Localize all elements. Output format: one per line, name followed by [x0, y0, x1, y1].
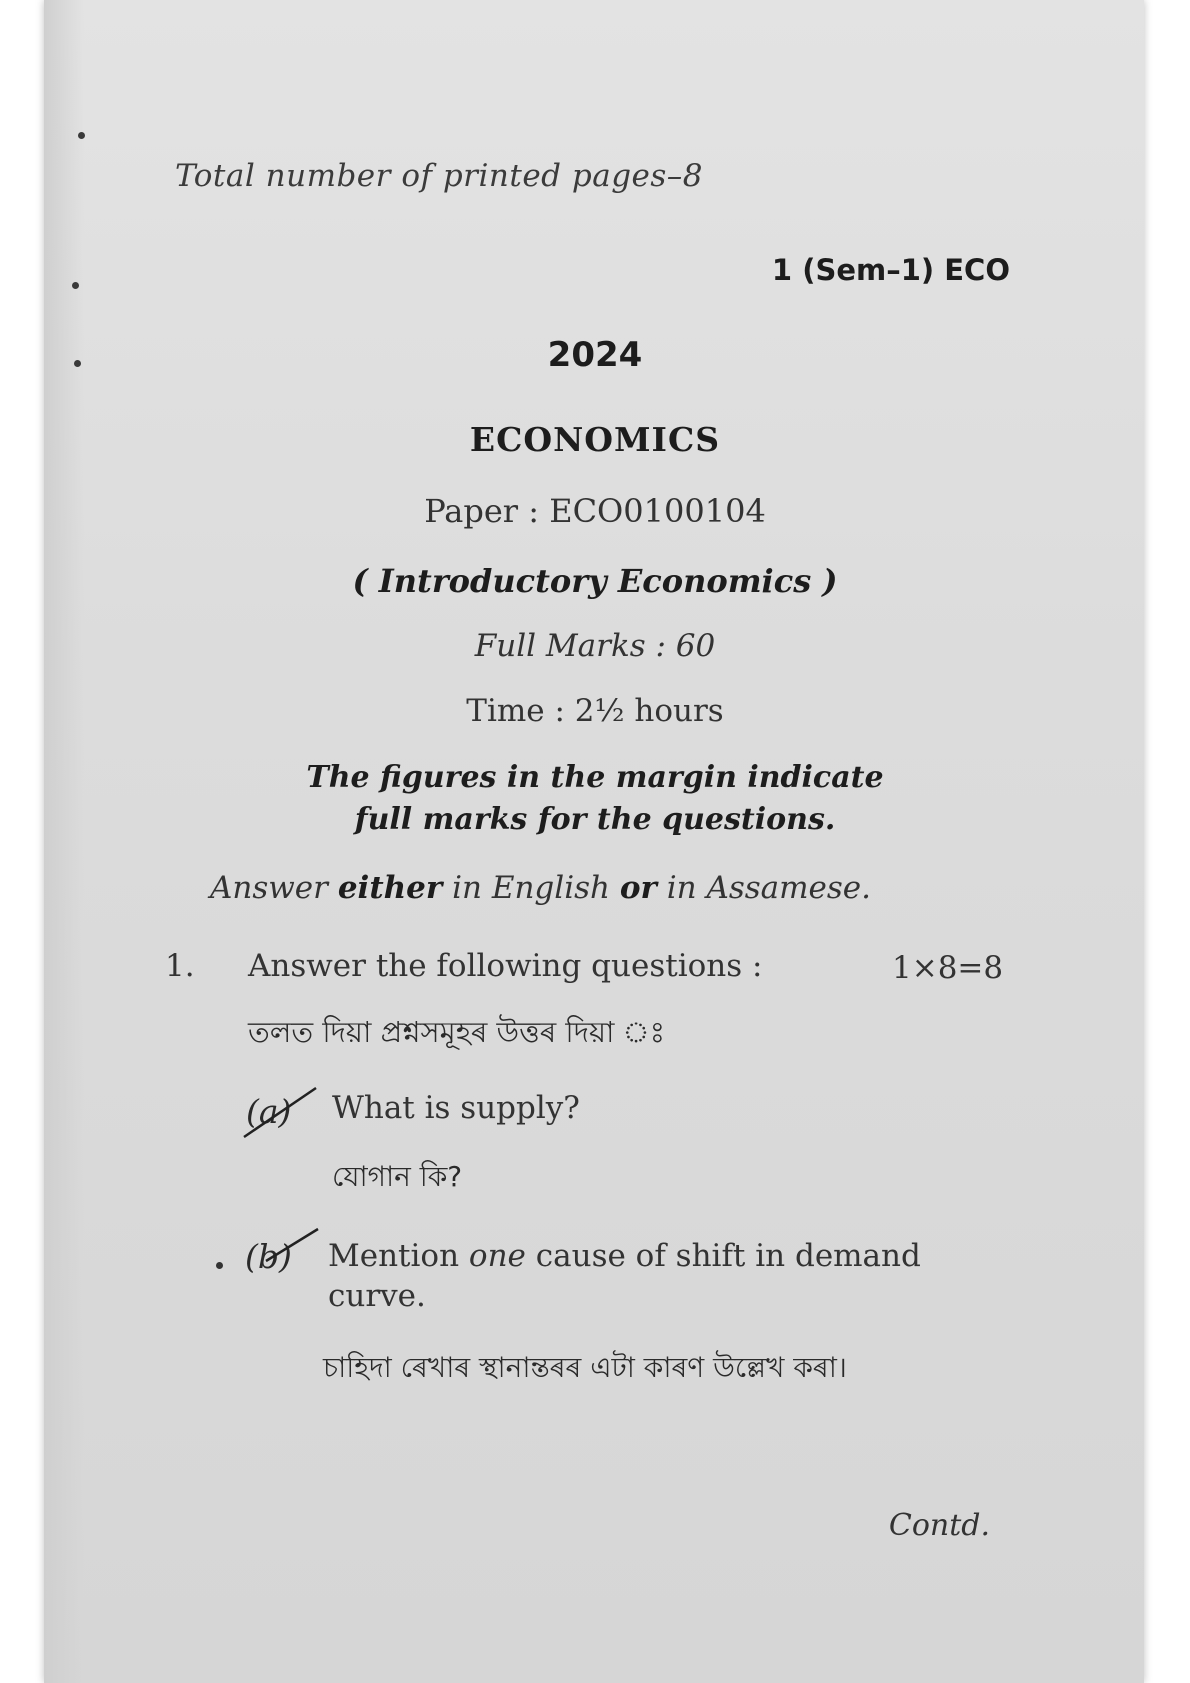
part-a-question: What is supply?	[332, 1090, 580, 1126]
part-a-label: (a)	[246, 1092, 292, 1131]
question-number: 1.	[165, 948, 195, 984]
pen-tick-mark-b	[262, 1225, 322, 1265]
question-text: Answer the following questions :	[248, 948, 763, 984]
margin-instruction-text: The figures in the margin indicate full marks for the questions.	[306, 760, 884, 837]
paper-subtitle: ( Introductory Economics )	[352, 562, 838, 600]
binding-hole	[72, 282, 79, 289]
pen-tick-mark-a	[240, 1082, 320, 1142]
question-text-assamese: তলত দিয়া প্ৰশ্নসমূহৰ উত্তৰ দিয়া ঃ	[248, 1015, 666, 1049]
paper-code: 1 (Sem–1) ECO	[771, 253, 1010, 287]
question-marks: 1×8=8	[892, 950, 1004, 986]
pen-dot	[216, 1262, 223, 1269]
time-allowed: Time : 2½ hours	[466, 693, 724, 729]
full-marks: Full Marks : 60	[474, 628, 716, 664]
continued-note: Contd.	[888, 1508, 990, 1543]
binding-hole	[78, 132, 85, 139]
part-b-question	[328, 1236, 1008, 1316]
exam-year: 2024	[547, 335, 643, 375]
subject-title: ECONOMICS	[469, 420, 721, 459]
lang-text-3: in Assamese.	[656, 870, 871, 906]
part-b-emphasis: one	[468, 1238, 526, 1274]
lang-text-2: in English	[442, 870, 620, 906]
part-b-text-1: Mention	[328, 1238, 469, 1274]
part-a-assamese: যোগান কি?	[332, 1160, 463, 1193]
lang-either: either	[337, 870, 443, 906]
part-b-label: (b)	[245, 1237, 292, 1276]
page-left-edge-shadow	[44, 0, 84, 1683]
language-instruction	[210, 870, 871, 906]
lang-or: or	[619, 870, 657, 906]
printed-pages-note: Total number of printed pages–8	[175, 158, 704, 194]
lang-text-1: Answer	[210, 870, 338, 906]
part-b-text-2: cause of shift in demand curve.	[328, 1238, 921, 1314]
paper-number: Paper : ECO0100104	[424, 492, 766, 530]
margin-instruction	[0, 757, 1190, 841]
part-b-assamese: চাহিদা ৰেখাৰ স্থানান্তৰৰ এটা কাৰণ উল্লেখ কৰা।	[323, 1351, 847, 1384]
